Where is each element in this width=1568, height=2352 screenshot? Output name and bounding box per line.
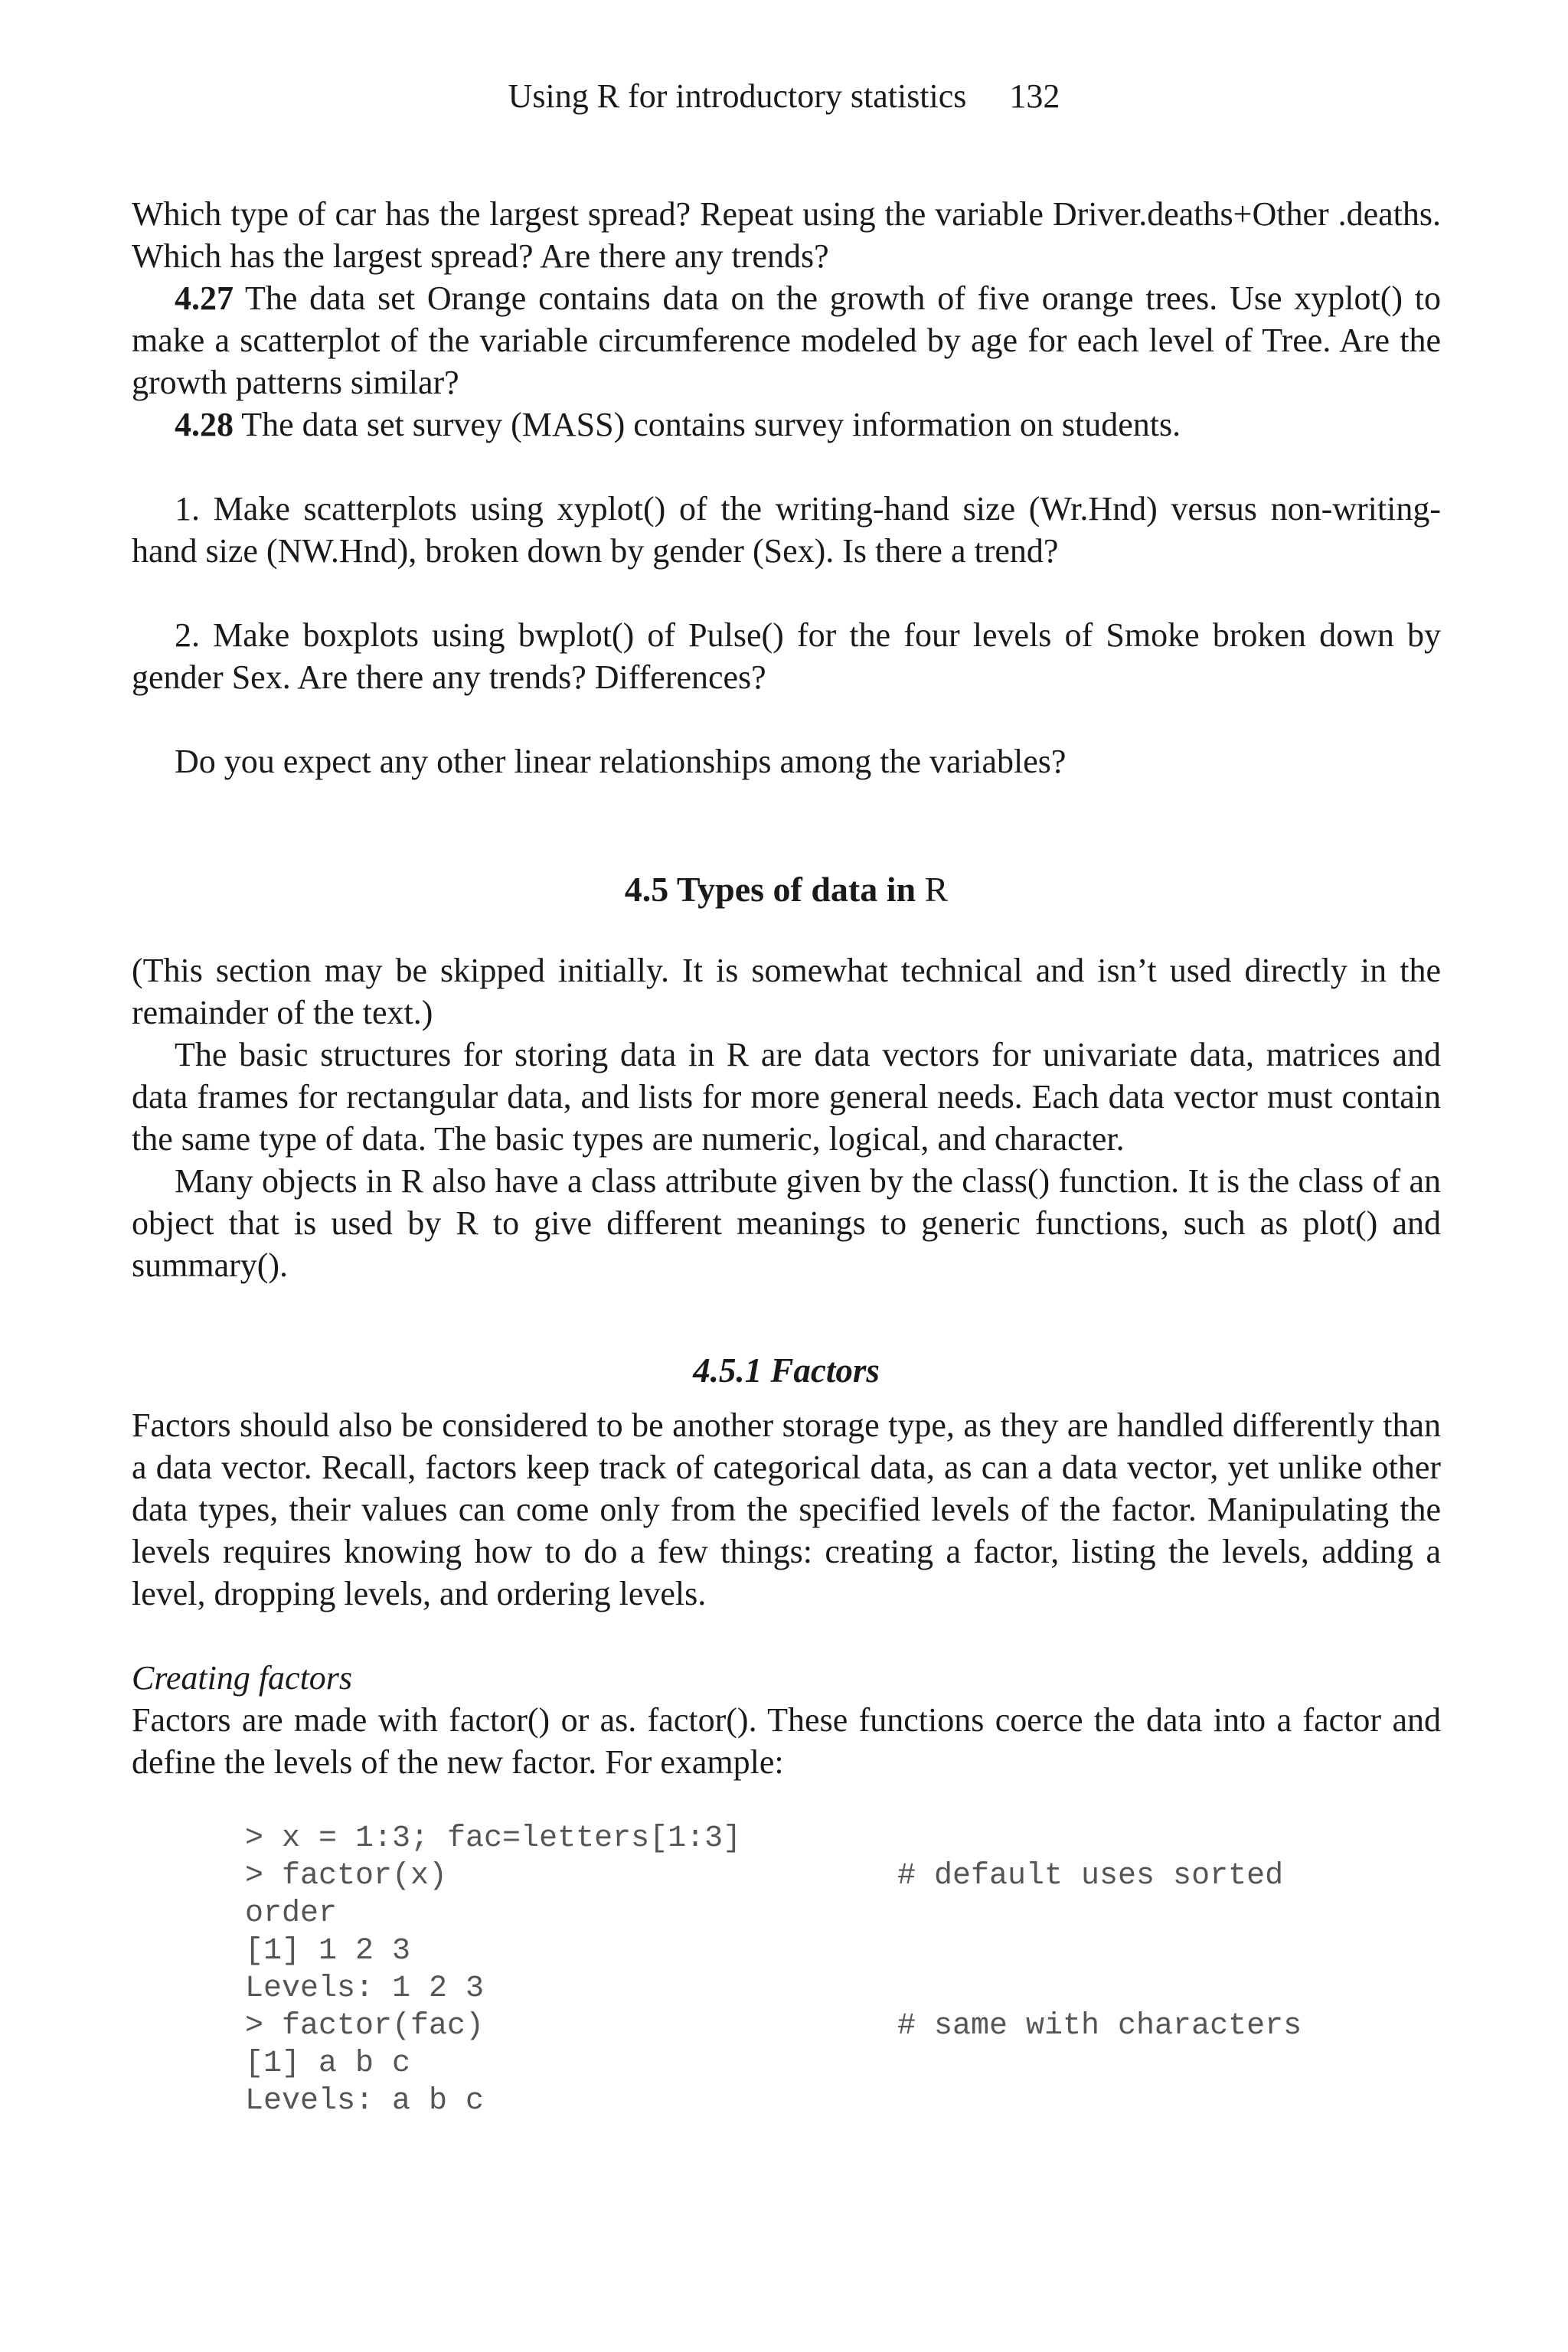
running-title: Using R for introductory statistics — [508, 77, 967, 115]
code-line — [245, 1970, 1441, 2007]
code-line — [245, 2082, 1441, 2120]
code-command: [1] 1 2 3 — [245, 1934, 411, 1968]
code-command: Levels: a b c — [245, 2084, 485, 2118]
exercise-number: 4.27 — [175, 279, 234, 317]
exercise-4-27 — [132, 277, 1441, 403]
code-command: [1] a b c — [245, 2047, 411, 2081]
creating-factors-paragraph: Factors are made with factor() or as. factor(). These functions coerce the data into a factor and define the levels of the new factor. For example: — [132, 1701, 1441, 1781]
code-line — [245, 1895, 1441, 1932]
subsection-paragraph: Factors should also be considered to be another storage type, as they are handled differently than a data vector. Recall, factors keep track of categorical data, as can a data vector, yet unlike other data types, their values can come only from the specified levels of the factor. Manipulating the levels requires knowing how to do a few things: creating a factor, listing the levels, adding a level, dropping levels, and ordering levels. — [132, 1406, 1441, 1612]
subsection-heading: 4.5.1 Factors — [693, 1351, 880, 1390]
code-command: > x = 1:3; fac=letters[1:3] — [245, 1821, 742, 1856]
running-header — [0, 74, 1568, 119]
code-command: > factor(x) — [245, 1859, 448, 1893]
exercise-closing: Do you expect any other linear relationships among the variables? — [175, 743, 1067, 780]
exercise-item-2: 2. Make boxplots using bwplot() of Pulse() for the four levels of Smoke broken down by gender Sex. Are there any trends? Differences? — [132, 616, 1441, 696]
exercise-4-28 — [132, 403, 1441, 446]
page-number: 132 — [1009, 77, 1060, 115]
code-comment: # default uses sorted — [897, 1859, 1284, 1893]
code-command: Levels: 1 2 3 — [245, 1971, 485, 2006]
creating-factors-heading: Creating factors — [132, 1659, 353, 1697]
code-line — [245, 1932, 1441, 1970]
section-heading: 4.5 Types of data in R — [624, 870, 949, 909]
section-paragraph: The basic structures for storing data in R are data vectors for univariate data, matrices and data frames for rectangular data, and lists for more general needs. Each data vector must contain the same type of data. The basic types are numeric, logical, and character. — [132, 1036, 1441, 1158]
page-body — [132, 193, 1441, 2120]
code-comment: # same with characters — [897, 2009, 1302, 2043]
code-command: order — [245, 1896, 338, 1931]
exercise-text: The data set survey (MASS) contains survey information on students. — [234, 406, 1181, 443]
code-line — [245, 1857, 1441, 1895]
code-command: > factor(fac) — [245, 2009, 485, 2043]
section-paragraph: Many objects in R also have a class attribute given by the class() function. It is the class of an object that is used by R to give different meanings to generic functions, such as plot() and summary(). — [132, 1162, 1441, 1284]
code-line — [245, 2045, 1441, 2082]
code-line — [245, 1820, 1441, 1857]
code-block — [245, 1820, 1441, 2120]
exercise-text: The data set Orange contains data on the growth of five orange trees. Use xyplot() to make a scatterplot of the variable circumference modeled by age for each level of Tree. Are the growth patterns similar? — [132, 279, 1441, 401]
exercise-item-1: 1. Make scatterplots using xyplot() of the writing-hand size (Wr.Hnd) versus non-writing-hand size (NW.Hnd), broken down by gender (Sex). Is there a trend? — [132, 490, 1441, 570]
section-intro: (This section may be skipped initially. It is somewhat technical and isn’t used directly in the remainder of the text.) — [132, 952, 1441, 1031]
exercise-continuation: Which type of car has the largest spread? Repeat using the variable Driver.deaths+Other .deaths. Which has the largest spread? Are there any trends? — [132, 195, 1441, 275]
exercise-number: 4.28 — [175, 406, 234, 443]
code-line — [245, 2007, 1441, 2045]
